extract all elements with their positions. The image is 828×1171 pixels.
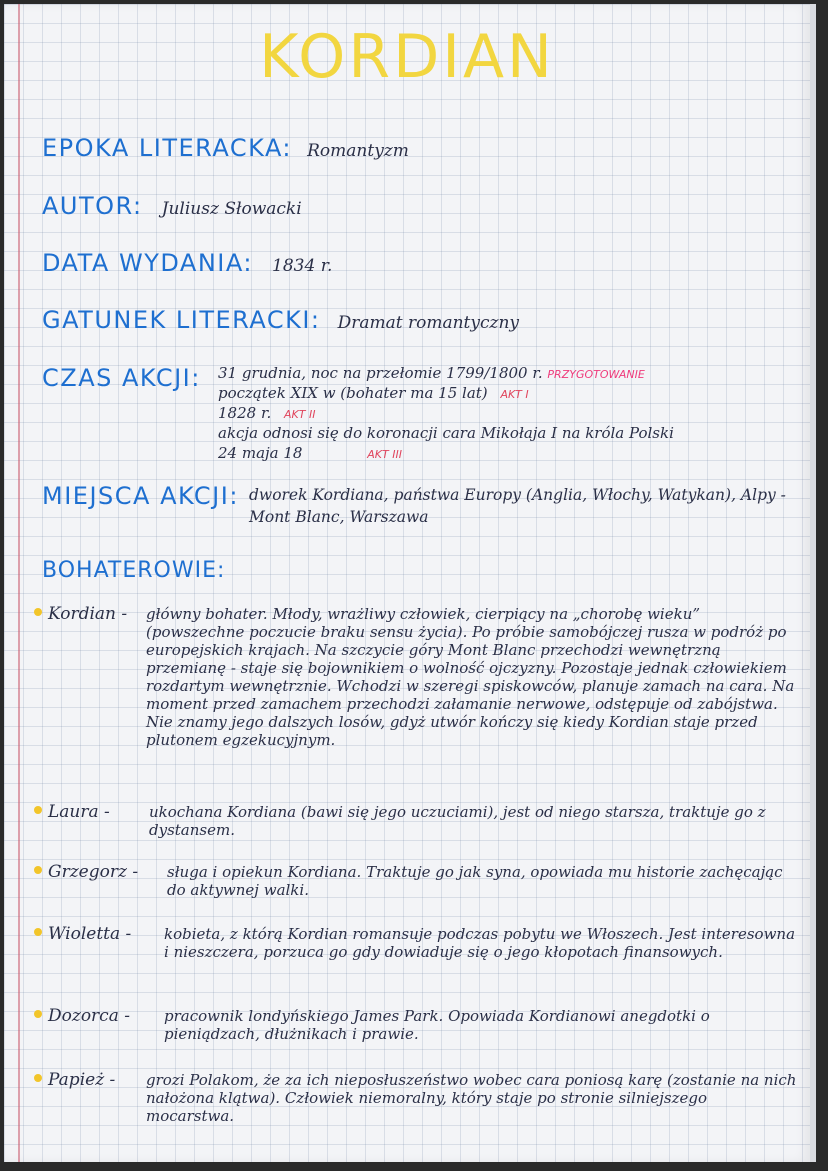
bullet-icon: [34, 806, 42, 814]
hero-item: [34, 1006, 804, 1056]
margin-line: [18, 4, 20, 1162]
hero-description: główny bohater. Młody, wrażliwy człowiek, cierpiący na „chorobę wieku” (powszechne poczucie braku sensu życia). Po próbie samobójczej rusza w podróż po europejskich krajach. Na szczycie góry Mont Blanc przechodzi wewnętrzną przemianę - staje się bojownikiem o wolność ojczyzny. Pozostaje jednak człowiekiem rozdartym wewnętrznie. Wchodzi w szeregi spiskowców, planuje zamach na cara. Na moment przed zamachem przechodzi załamanie nerwowe, odstępuje od zabójstwa. Nie znamy jego dalszych losów, gdyż utwór kończy się kiedy Kordian staje przed plutonem egzekucyjnym.: [146, 605, 795, 749]
data-value: 1834 r.: [272, 256, 333, 276]
notebook-page: [4, 4, 816, 1162]
autor-row: [42, 192, 302, 220]
gatunek-value: Dramat romantyczny: [337, 313, 520, 333]
czas-line: 1828 r. AKT II: [218, 404, 316, 422]
hero-name: Kordian -: [48, 604, 128, 624]
epoka-label: EPOKA LITERACKA:: [42, 134, 293, 162]
epoka-row: [42, 134, 409, 162]
bullet-icon: [34, 1010, 42, 1018]
gatunek-label: GATUNEK LITERACKI:: [42, 306, 321, 334]
data-row: [42, 249, 332, 277]
act-tag: PRZYGOTOWANIE: [547, 368, 645, 381]
bullet-icon: [34, 608, 42, 616]
hero-description: ukochana Kordiana (bawi się jego uczuciami), jest od niego starsza, traktuje go z dystansem.: [149, 803, 766, 839]
page-title: KORDIAN: [259, 22, 555, 92]
miejsca-value: dworek Kordiana, państwa Europy (Anglia, Włochy, Watykan), Alpy - Mont Blanc, Warszawa: [249, 486, 786, 526]
czas-line: 31 grudnia, noc na przełomie 1799/1800 r. PRZYGOTOWANIE: [218, 364, 645, 382]
bullet-icon: [34, 1074, 42, 1082]
miejsca-label: MIEJSCA AKCJI:: [42, 482, 239, 510]
bullet-icon: [34, 928, 42, 936]
act-tag: AKT I: [500, 388, 529, 401]
hero-name: Laura -: [48, 802, 110, 822]
epoka-value: Romantyzm: [307, 141, 409, 161]
czas-line: początek XIX w (bohater ma 15 lat) AKT I: [218, 384, 529, 402]
czas-label: CZAS AKCJI:: [42, 364, 201, 392]
autor-label: AUTOR:: [42, 192, 143, 220]
act-tag: AKT III: [367, 448, 402, 461]
act-tag: AKT II: [284, 408, 316, 421]
miejsca-row: [42, 482, 239, 510]
czas-lines: [218, 364, 808, 464]
hero-description: sługa i opiekun Kordiana. Traktuje go jak syna, opowiada mu historie zachęcając do aktywnej walki.: [167, 863, 783, 899]
bullet-icon: [34, 866, 42, 874]
hero-item: [34, 802, 804, 852]
hero-name: Dozorca -: [48, 1006, 130, 1026]
bohaterowie-heading: BOHATEROWIE:: [42, 558, 226, 583]
hero-description: grozi Polakom, że za ich nieposłuszeństwo wobec cara poniosą karę (zostanie na nich nałożona klątwa). Człowiek niemoralny, który staje po stronie silniejszego mocarstwa.: [146, 1071, 797, 1125]
autor-value: Juliusz Słowacki: [161, 199, 302, 219]
hero-name: Papież -: [48, 1070, 116, 1090]
hero-item: [34, 1070, 804, 1150]
czas-row: [42, 364, 201, 392]
gatunek-row: [42, 306, 519, 334]
hero-name: Grzegorz -: [48, 862, 139, 882]
hero-description: kobieta, z którą Kordian romansuje podczas pobytu we Włoszech. Jest interesowna i nieszczera, porzuca go gdy dowiaduje się o jego kłopotach finansowych.: [164, 925, 796, 961]
hero-description: pracownik londyńskiego James Park. Opowiada Kordianowi anegdotki o pieniądzach, dłużnikach i prawie.: [164, 1007, 710, 1043]
data-label: DATA WYDANIA:: [42, 249, 253, 277]
czas-line: 24 maja 18 AKT III: [218, 444, 402, 462]
hero-name: Wioletta -: [48, 924, 132, 944]
czas-line: akcja odnosi się do koronacji cara Mikołaja I na króla Polski: [218, 424, 674, 442]
hero-item: [34, 862, 804, 912]
hero-item: [34, 924, 804, 994]
hero-item: [34, 604, 804, 794]
